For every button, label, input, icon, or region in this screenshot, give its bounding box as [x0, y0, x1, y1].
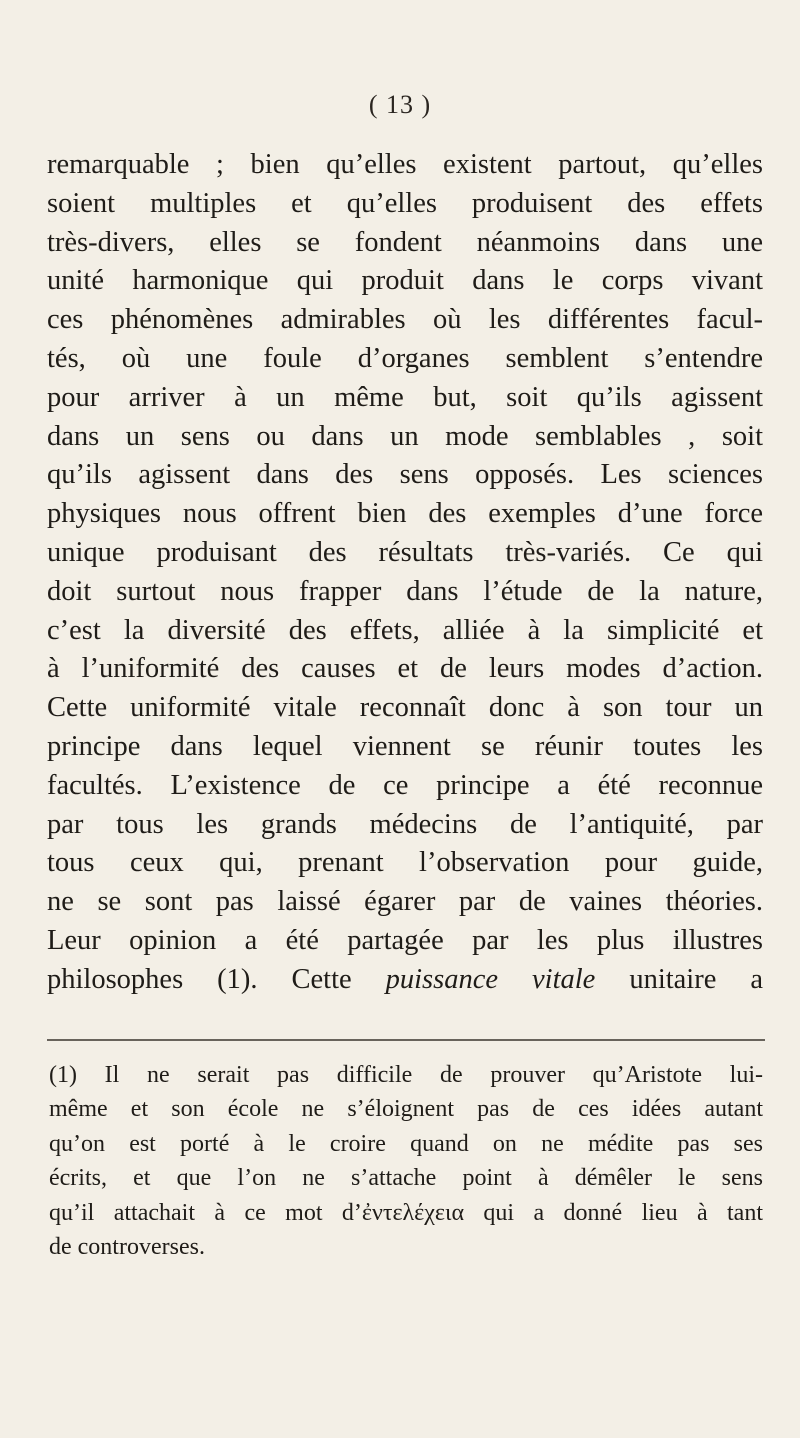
text-line: facultés. L’existence de ce principe a été reconnue — [47, 769, 763, 801]
text-line: unique produisant des résultats très-variés. Ce qui — [47, 536, 763, 568]
text-line: ces phénomènes admirables où les différentes facul- — [47, 304, 763, 336]
text-line: dans un sens ou dans un mode semblables , soit — [47, 420, 763, 452]
text-line: doit surtout nous frapper dans l’étude de la nature, — [47, 575, 763, 607]
text-line: tous ceux qui, prenant l’observation pour guide, — [47, 847, 763, 879]
text-line: physiques nous offrent bien des exemples d’une force — [47, 498, 763, 530]
footnote-line: écrits, et que l’on ne s’attache point à démêler le sens — [49, 1165, 763, 1192]
text-line: ne se sont pas laissé égarer par de vaines théories. — [47, 886, 763, 918]
footnote-separator — [47, 1039, 765, 1041]
text-line: soient multiples et qu’elles produisent des effets — [47, 187, 763, 219]
text-line: tés, où une foule d’organes semblent s’entendre — [47, 342, 763, 374]
text-line: c’est la diversité des effets, alliée à la simplicité et — [47, 614, 763, 646]
text-line: à l’uniformité des causes et de leurs modes d’action. — [47, 653, 763, 685]
text-line: remarquable ; bien qu’elles existent partout, qu’elles — [47, 149, 763, 180]
footnote-line: qu’on est porté à le croire quand on ne médite pas ses — [49, 1130, 763, 1157]
text-line: par tous les grands médecins de l’antiquité, par — [47, 808, 763, 840]
text-segment: philosophes (1). Cette — [47, 963, 352, 995]
text-line-last — [47, 961, 763, 1000]
text-segment: unitaire a — [629, 963, 763, 995]
text-line: Leur opinion a été partagée par les plus illustres — [47, 924, 763, 956]
text-line: qu’ils agissent dans des sens opposés. Les sciences — [47, 459, 763, 491]
text-line: unité harmonique qui produit dans le corps vivant — [47, 265, 763, 297]
italic-phrase: puissance vitale — [385, 963, 596, 995]
footnote-line: (1) Il ne serait pas difficile de prouver qu’Aristote lui- — [49, 1062, 763, 1088]
text-line: pour arriver à un même but, soit qu’ils agissent — [47, 381, 763, 413]
text-line: principe dans lequel viennent se réunir toutes les — [47, 730, 763, 762]
text-line: Cette uniformité vitale reconnaît donc à son tour un — [47, 692, 763, 724]
footnote-line: qu’il attachait à ce mot d’ἐντελέχεια qui a donné lieu à tant — [49, 1199, 763, 1226]
footnote-line: même et son école ne s’éloignent pas de ces idées autant — [49, 1096, 763, 1123]
page-number: ( 13 ) — [368, 90, 432, 119]
main-text — [47, 146, 763, 1000]
text-line: très-divers, elles se fondent néanmoins dans une — [47, 226, 763, 258]
footnote-line: de controverses. — [49, 1233, 205, 1260]
footnote — [49, 1058, 763, 1264]
